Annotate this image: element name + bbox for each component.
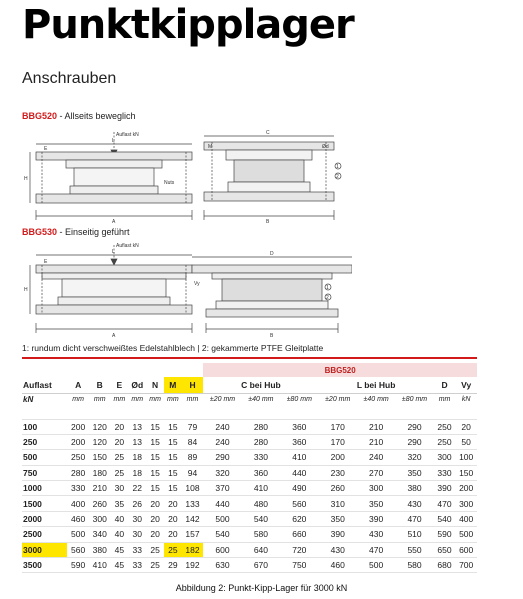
table-cell: 20 (164, 511, 182, 526)
table-cell: 700 (455, 558, 477, 573)
header-l-bei-hub: L bei Hub (319, 377, 434, 393)
table-cell: 560 (67, 542, 89, 557)
table-cell: 20 (111, 419, 129, 434)
bbg530-H-label: H (24, 287, 28, 293)
series-label: BBG520 (203, 363, 477, 377)
table-cell: 25 (146, 558, 164, 573)
bbg520-nuts-label: Nuts (164, 180, 175, 186)
spec-table-body (22, 393, 477, 573)
table-cell: 330 (242, 450, 280, 465)
table-cell: 290 (395, 419, 433, 434)
table-cell: 340 (89, 527, 111, 542)
spec-table (22, 363, 477, 573)
footnote: 1: rundum dicht verschweißtes Edelstahlblech | 2: gekammerte PTFE Gleitplatte (22, 343, 324, 353)
table-cell: 630 (203, 558, 241, 573)
table-cell: 150 (455, 465, 477, 480)
table-row (22, 450, 477, 465)
table-cell: 390 (357, 511, 395, 526)
table-cell: 94 (182, 465, 204, 480)
table-cell: 33 (128, 558, 146, 573)
table-row (22, 434, 477, 449)
bbg530-D-label: D (270, 251, 274, 257)
table-cell: 120 (89, 434, 111, 449)
table-cell: 200 (455, 481, 477, 496)
bbg520-H-label: H (24, 176, 28, 182)
header-h: H (182, 377, 204, 393)
figure-caption: Abbildung 2: Punkt-Kipp-Lager für 3000 kN (175, 583, 348, 593)
header-a: A (67, 377, 89, 393)
table-cell: 360 (280, 434, 318, 449)
page-subtitle: Anschrauben (22, 70, 117, 87)
table-cell: 20 (455, 419, 477, 434)
table-cell: 670 (242, 558, 280, 573)
table-cell: 120 (89, 419, 111, 434)
table-cell: 370 (203, 481, 241, 496)
table-cell: 540 (434, 511, 456, 526)
table-cell: 280 (242, 419, 280, 434)
table-cell: 400 (67, 496, 89, 511)
table-cell: 18 (128, 450, 146, 465)
table-cell: 580 (242, 527, 280, 542)
table-cell: 15 (164, 434, 182, 449)
table-cell: 320 (203, 465, 241, 480)
table-cell: 182 (182, 542, 204, 557)
table-cell: 260 (89, 496, 111, 511)
table-cell: 170 (319, 434, 357, 449)
table-cell: 650 (434, 542, 456, 557)
table-cell: 89 (182, 450, 204, 465)
table-cell: 280 (242, 434, 280, 449)
table-cell: 100 (22, 419, 67, 434)
header-d: D (434, 377, 456, 393)
unit-cell: mm (182, 393, 204, 419)
bbg520-E-label: E (44, 146, 48, 152)
table-cell: 250 (67, 450, 89, 465)
table-row (22, 496, 477, 511)
table-row (22, 481, 477, 496)
table-cell: 15 (164, 465, 182, 480)
table-cell: 240 (357, 450, 395, 465)
table-cell: 250 (22, 434, 67, 449)
bbg520-code: BBG520 (22, 111, 58, 121)
table-cell: 310 (319, 496, 357, 511)
bbg530-B-label: B (270, 333, 274, 339)
table-cell: 25 (111, 450, 129, 465)
table-cell: 200 (67, 419, 89, 434)
table-cell: 500 (22, 450, 67, 465)
table-row (22, 542, 477, 557)
table-cell: 33 (128, 542, 146, 557)
table-cell: 22 (128, 481, 146, 496)
table-cell: 210 (357, 419, 395, 434)
table-cell: 440 (203, 496, 241, 511)
header-n: N (146, 377, 164, 393)
table-cell: 200 (319, 450, 357, 465)
table-cell: 20 (146, 527, 164, 542)
bbg520-2-label: 2 (336, 174, 339, 180)
table-cell: 15 (164, 481, 182, 496)
table-cell: 500 (203, 511, 241, 526)
table-cell: 320 (395, 450, 433, 465)
table-cell: 300 (89, 511, 111, 526)
table-cell: 20 (164, 496, 182, 511)
table-cell: 600 (455, 542, 477, 557)
table-cell: 45 (111, 558, 129, 573)
table-cell: 200 (67, 434, 89, 449)
table-cell: 30 (128, 511, 146, 526)
table-cell: 350 (395, 465, 433, 480)
table-cell: 108 (182, 481, 204, 496)
unit-cell: kN (22, 393, 67, 419)
table-cell: 3000 (22, 542, 67, 557)
bbg530-code: BBG530 (22, 227, 58, 237)
table-cell: 240 (203, 434, 241, 449)
bbg520-Od-label: Ød (322, 144, 329, 150)
table-cell: 660 (280, 527, 318, 542)
table-cell: 210 (89, 481, 111, 496)
header-vy: Vy (455, 377, 477, 393)
table-cell: 750 (22, 465, 67, 480)
table-cell: 50 (455, 434, 477, 449)
table-cell: 30 (111, 481, 129, 496)
table-cell: 590 (434, 527, 456, 542)
bbg530-E-label: E (44, 259, 48, 265)
table-cell: 330 (434, 465, 456, 480)
table-cell: 560 (280, 496, 318, 511)
bbg520-L-label: L (112, 138, 115, 144)
bbg530-desc: - Einseitig geführt (57, 227, 130, 237)
bbg520-drawing-svg (22, 122, 352, 224)
table-cell: 26 (128, 496, 146, 511)
table-cell: 250 (434, 419, 456, 434)
table-cell: 460 (67, 511, 89, 526)
table-cell: 180 (89, 465, 111, 480)
table-cell: 300 (357, 481, 395, 496)
table-cell: 360 (280, 419, 318, 434)
unit-cell: ±80 mm (395, 393, 433, 419)
table-cell: 15 (146, 481, 164, 496)
table-cell: 142 (182, 511, 204, 526)
table-cell: 18 (128, 465, 146, 480)
unit-cell: ±20 mm (203, 393, 241, 419)
table-row (22, 527, 477, 542)
bbg530-1-label: 1 (326, 285, 329, 291)
table-cell: 290 (395, 434, 433, 449)
table-cell: 79 (182, 419, 204, 434)
table-cell: 1500 (22, 496, 67, 511)
bbg520-C-label: C (266, 130, 270, 136)
table-cell: 150 (89, 450, 111, 465)
unit-cell: mm (111, 393, 129, 419)
table-cell: 430 (357, 527, 395, 542)
table-cell: 84 (182, 434, 204, 449)
table-cell: 410 (89, 558, 111, 573)
table-cell: 15 (164, 419, 182, 434)
table-cell: 620 (280, 511, 318, 526)
bbg520-label (22, 111, 136, 121)
table-cell: 430 (395, 496, 433, 511)
unit-cell: ±40 mm (242, 393, 280, 419)
table-cell: 13 (128, 419, 146, 434)
table-row (22, 419, 477, 434)
table-cell: 3500 (22, 558, 67, 573)
table-cell: 490 (280, 481, 318, 496)
header-row (22, 377, 477, 393)
table-cell: 470 (434, 496, 456, 511)
table-cell: 410 (242, 481, 280, 496)
table-row (22, 465, 477, 480)
table-cell: 430 (319, 542, 357, 557)
unit-cell: ±40 mm (357, 393, 395, 419)
bbg530-drawing-svg (22, 237, 352, 339)
table-cell: 2500 (22, 527, 67, 542)
table-cell: 390 (434, 481, 456, 496)
table-cell: 25 (164, 542, 182, 557)
table-cell: 750 (280, 558, 318, 573)
table-cell: 300 (434, 450, 456, 465)
table-cell: 350 (319, 511, 357, 526)
table-cell: 580 (395, 558, 433, 573)
table-cell: 240 (203, 419, 241, 434)
table-cell: 500 (357, 558, 395, 573)
series-row (22, 363, 477, 377)
table-cell: 20 (146, 496, 164, 511)
table-cell: 157 (182, 527, 204, 542)
table-cell: 15 (164, 450, 182, 465)
table-cell: 540 (203, 527, 241, 542)
unit-cell: kN (455, 393, 477, 419)
unit-cell: mm (89, 393, 111, 419)
table-cell: 29 (164, 558, 182, 573)
bbg520-M-label: M (208, 144, 213, 150)
bbg530-A-label: A (112, 333, 116, 339)
table-cell: 100 (455, 450, 477, 465)
table-row (22, 511, 477, 526)
table-cell: 1000 (22, 481, 67, 496)
header-m: M (164, 377, 182, 393)
bbg520-B-label: B (266, 219, 270, 224)
table-cell: 500 (67, 527, 89, 542)
table-cell: 260 (319, 481, 357, 496)
red-divider (22, 357, 477, 359)
table-cell: 720 (280, 542, 318, 557)
table-cell: 540 (242, 511, 280, 526)
bbg520-drawing (22, 122, 352, 224)
table-cell: 15 (146, 465, 164, 480)
table-row (22, 558, 477, 573)
bbg520-1-label: 1 (336, 164, 339, 170)
table-cell: 210 (357, 434, 395, 449)
table-cell: 400 (455, 511, 477, 526)
units-row (22, 393, 477, 419)
table-cell: 380 (395, 481, 433, 496)
bbg520-desc: - Allseits beweglich (57, 111, 136, 121)
header-auflast: Auflast (22, 377, 67, 393)
bbg530-Vy-label: Vy (194, 281, 200, 287)
bbg530-load-label: Auflast kN (116, 243, 139, 249)
table-cell: 25 (146, 542, 164, 557)
table-cell: 470 (395, 511, 433, 526)
table-cell: 290 (203, 450, 241, 465)
table-cell: 330 (67, 481, 89, 496)
table-cell: 460 (319, 558, 357, 573)
unit-cell: mm (434, 393, 456, 419)
header-od: Ød (128, 377, 146, 393)
table-cell: 350 (357, 496, 395, 511)
table-cell: 192 (182, 558, 204, 573)
table-cell: 15 (146, 419, 164, 434)
table-cell: 270 (357, 465, 395, 480)
table-cell: 510 (395, 527, 433, 542)
table-cell: 20 (111, 434, 129, 449)
page-title: Punktkipplager (22, 2, 354, 48)
header-b: B (89, 377, 111, 393)
table-cell: 40 (111, 511, 129, 526)
table-cell: 15 (146, 450, 164, 465)
unit-cell: mm (164, 393, 182, 419)
table-cell: 300 (455, 496, 477, 511)
table-cell: 250 (434, 434, 456, 449)
table-cell: 35 (111, 496, 129, 511)
unit-cell: ±80 mm (280, 393, 318, 419)
table-cell: 500 (455, 527, 477, 542)
table-cell: 410 (280, 450, 318, 465)
table-cell: 25 (111, 465, 129, 480)
table-cell: 20 (164, 527, 182, 542)
table-cell: 380 (89, 542, 111, 557)
bbg520-load-label: Auflast kN (116, 132, 139, 138)
table-cell: 230 (319, 465, 357, 480)
table-cell: 390 (319, 527, 357, 542)
bbg530-label (22, 227, 130, 237)
table-cell: 590 (67, 558, 89, 573)
table-cell: 170 (319, 419, 357, 434)
unit-cell: mm (146, 393, 164, 419)
unit-cell: mm (67, 393, 89, 419)
table-cell: 13 (128, 434, 146, 449)
header-e: E (111, 377, 129, 393)
bbg530-2-label: 2 (326, 295, 329, 301)
unit-cell: mm (128, 393, 146, 419)
table-cell: 680 (434, 558, 456, 573)
bbg520-A-label: A (112, 219, 116, 224)
table-cell: 550 (395, 542, 433, 557)
table-cell: 600 (203, 542, 241, 557)
unit-cell: ±20 mm (319, 393, 357, 419)
header-c-bei-hub: C bei Hub (203, 377, 318, 393)
table-cell: 480 (242, 496, 280, 511)
table-cell: 640 (242, 542, 280, 557)
table-cell: 2000 (22, 511, 67, 526)
table-cell: 280 (67, 465, 89, 480)
table-cell: 133 (182, 496, 204, 511)
table-cell: 20 (146, 511, 164, 526)
table-cell: 30 (128, 527, 146, 542)
table-cell: 360 (242, 465, 280, 480)
bbg530-L-label: L (112, 249, 115, 255)
table-cell: 40 (111, 527, 129, 542)
table-cell: 45 (111, 542, 129, 557)
table-cell: 440 (280, 465, 318, 480)
table-cell: 470 (357, 542, 395, 557)
bbg530-drawing (22, 237, 352, 339)
table-cell: 15 (146, 434, 164, 449)
